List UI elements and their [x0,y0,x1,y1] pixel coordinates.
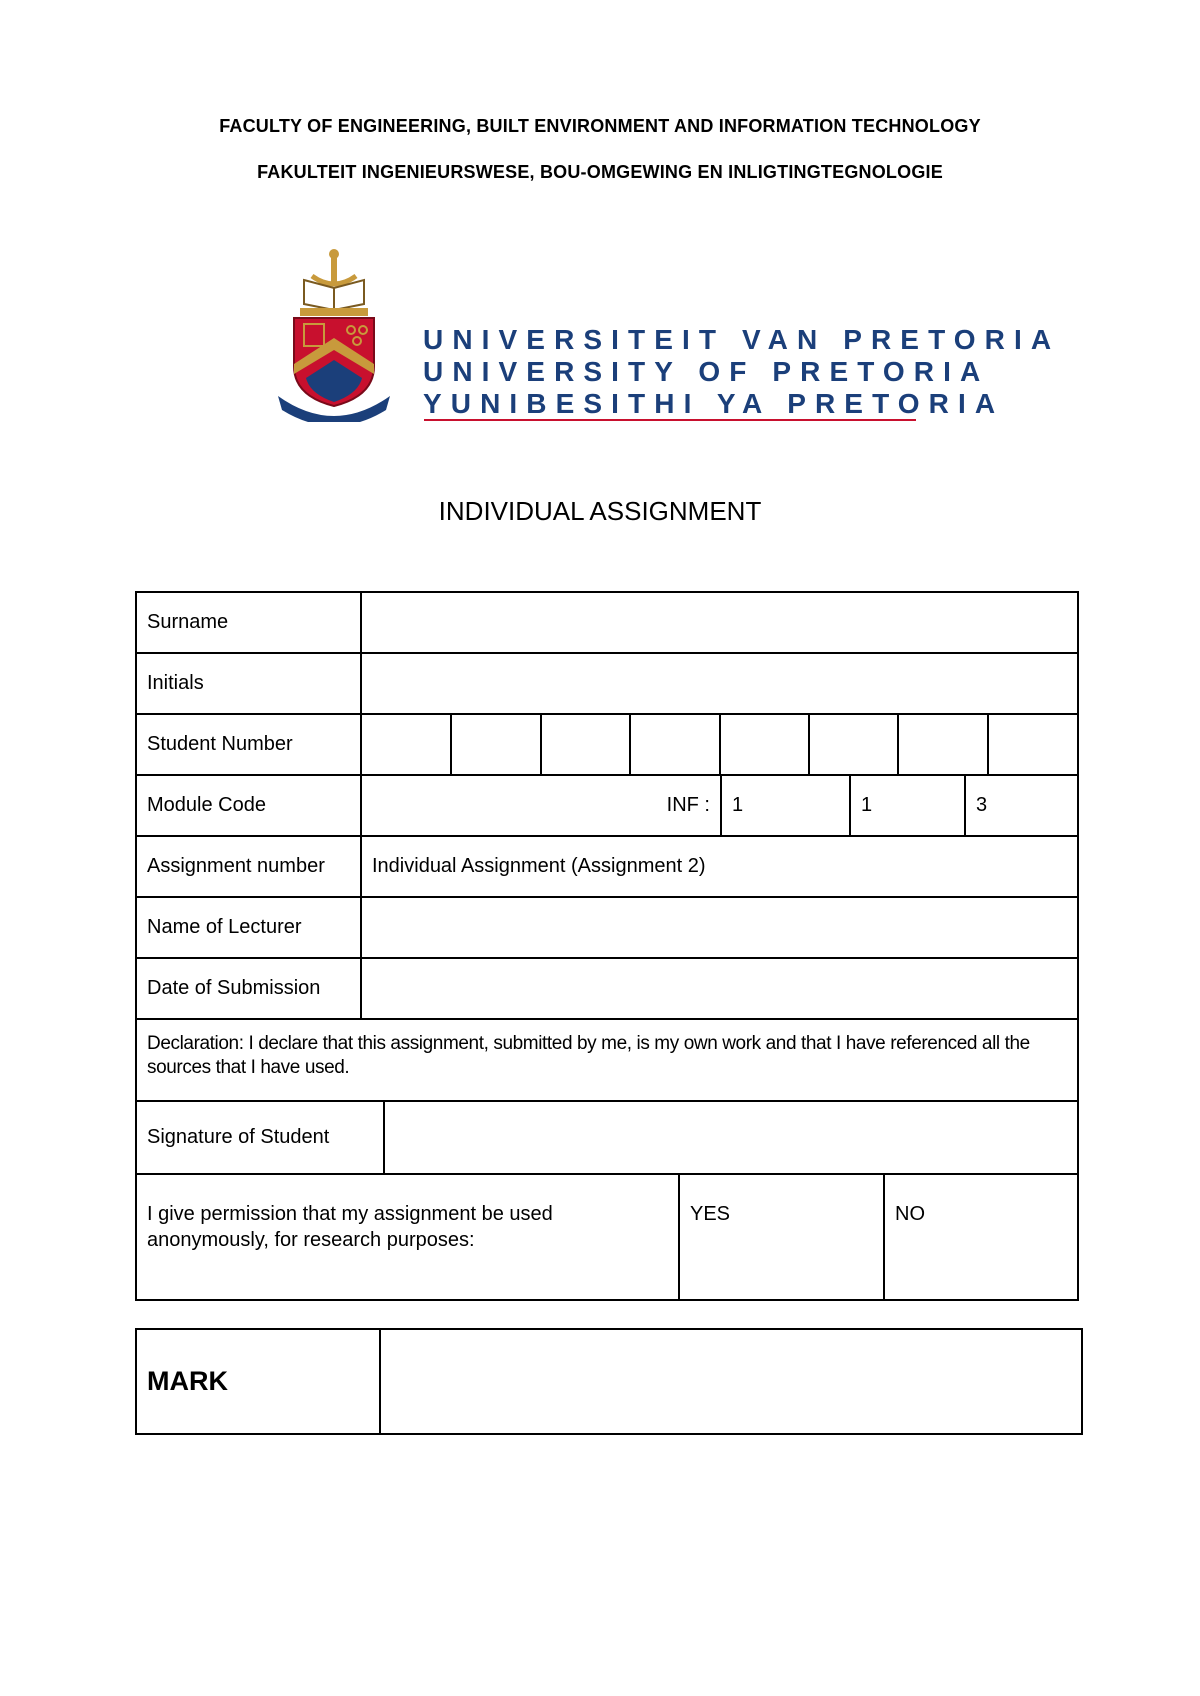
date-submission-label: Date of Submission [136,958,361,1019]
student-number-label: Student Number [136,714,361,775]
student-number-digit-7[interactable] [898,715,987,774]
module-code-cells [361,775,1078,836]
lecturer-field[interactable] [361,897,1078,958]
row-assignment-number [136,836,1078,897]
assignment-number-label: Assignment number [136,836,361,897]
row-permission [136,1174,1078,1300]
permission-text: I give permission that my assignment be used anonymously, for research purposes: [147,1203,553,1251]
row-student-number [136,714,1078,775]
student-number-digit-2[interactable] [451,715,540,774]
module-code-grid [362,776,1077,835]
document-title: INDIVIDUAL ASSIGNMENT [438,496,762,526]
permission-cells [136,1174,1078,1300]
signature-field[interactable] [384,1102,1077,1173]
initials-field[interactable] [361,653,1078,714]
signature-label: Signature of Student [147,1126,330,1148]
student-number-grid [362,715,1077,774]
row-mark [136,1329,1082,1434]
permission-yes[interactable]: YES [679,1175,884,1299]
initials-label: Initials [136,653,361,714]
student-number-cells [361,714,1078,775]
row-date-submission [136,958,1078,1019]
row-signature [136,1101,1078,1174]
declaration-text: Declaration: I declare that this assignment, submitted by me, is my own work and that I have referenced all the sources that I have used. [136,1019,1078,1101]
university-name-afrikaans: UNIVERSITEIT VAN PRETORIA [423,324,1061,355]
student-number-digit-3[interactable] [541,715,630,774]
student-number-digit-6[interactable] [809,715,898,774]
signature-cells [136,1101,1078,1174]
faculty-heading-afrikaans: FAKULTEIT INGENIEURSWESE, BOU-OMGEWING EN INLIGTINGTEGNOLOGIE [257,162,943,182]
module-digit-2: 1 [850,776,965,835]
logo-underline [424,419,916,421]
module-code-label: Module Code [136,775,361,836]
mark-table [135,1328,1083,1435]
student-number-digit-4[interactable] [630,715,719,774]
lecturer-label: Name of Lecturer [136,897,361,958]
mark-label: MARK [136,1329,380,1434]
surname-label: Surname [136,592,361,653]
student-number-digit-1[interactable] [362,715,451,774]
row-declaration [136,1019,1078,1101]
university-crest-logo [276,246,392,422]
module-digit-3: 3 [965,776,1077,835]
date-submission-field[interactable] [361,958,1078,1019]
row-module-code [136,775,1078,836]
university-name-english: UNIVERSITY OF PRETORIA [423,356,990,387]
university-name-sepedi: YUNIBESITHI YA PRETORIA [423,388,1005,419]
faculty-heading-english: FACULTY OF ENGINEERING, BUILT ENVIRONMENT AND INFORMATION TECHNOLOGY [219,116,981,136]
permission-grid [137,1175,1077,1299]
permission-no[interactable]: NO [884,1175,1077,1299]
surname-field[interactable] [361,592,1078,653]
row-lecturer [136,897,1078,958]
signature-grid [137,1102,1077,1173]
row-surname [136,592,1078,653]
student-number-digit-5[interactable] [720,715,809,774]
student-number-digit-8[interactable] [988,715,1077,774]
module-digit-1: 1 [721,776,850,835]
row-initials [136,653,1078,714]
mark-field[interactable] [380,1329,1082,1434]
assignment-number-value[interactable]: Individual Assignment (Assignment 2) [361,836,1078,897]
cover-form-table [135,591,1079,1301]
module-prefix: INF : [666,794,710,816]
